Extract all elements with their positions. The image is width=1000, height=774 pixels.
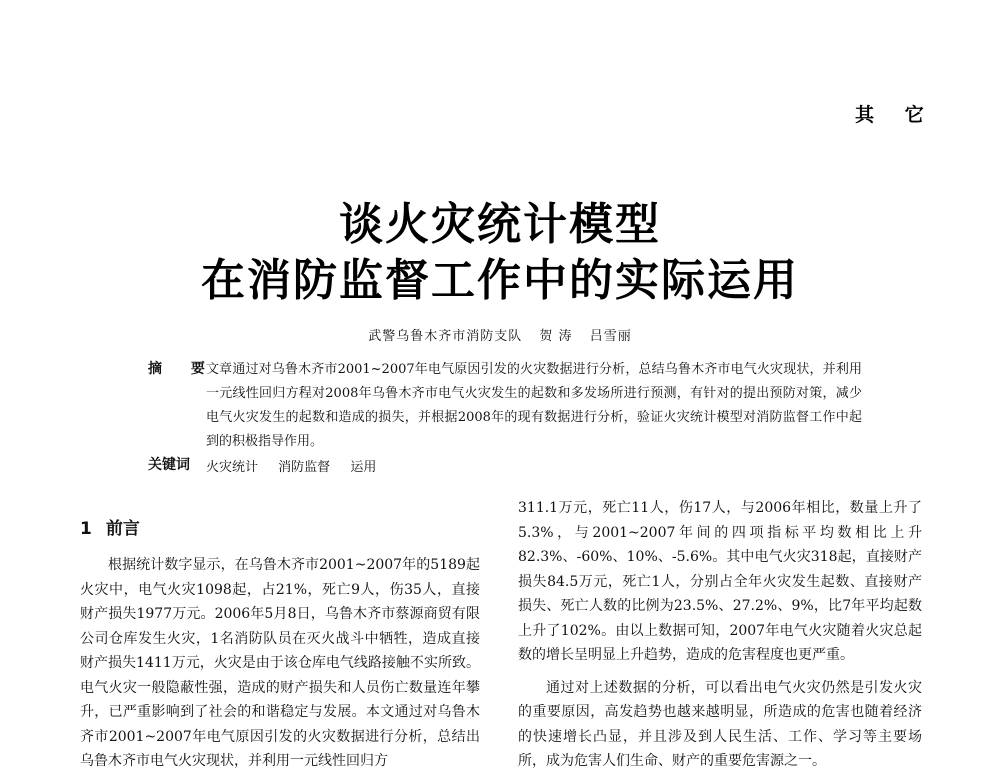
author-name: 吕雪丽 — [589, 329, 632, 344]
keywords-list — [206, 456, 392, 475]
section-number: 1 — [80, 519, 92, 539]
body-paragraph: 311.1万元，死亡11人，伤17人，与2006年相比，数量上升了5.3%，与2001~2007年间的四项指标平均数相比上升82.3%、-60%、10%、-5.6%。其中电气火灾318起，直接财产损失84.5万元，死亡1人，分别占全年火灾发生起数、直接财产损失、死亡人数的比例为23.5%、27.2%、9%，比7年平均起数上升了102%。由以上数据可知，2007年电气火灾随着火灾总起数的增长呈明显上升趋势，造成的危害程度也更严重。 — [518, 500, 922, 663]
byline — [0, 325, 1000, 344]
article-title-line-2: 在消防监督工作中的实际运用 — [201, 255, 799, 306]
abstract-label: 摘 要 — [148, 361, 217, 377]
article-title-line-1: 谈火灾统计模型 — [339, 199, 661, 250]
keyword: 运用 — [350, 460, 377, 475]
left-column — [80, 553, 480, 774]
section-heading — [80, 514, 140, 539]
right-column — [518, 496, 922, 774]
section-tag: 其 它 — [855, 104, 936, 126]
keyword: 火灾统计 — [206, 460, 259, 475]
author-name: 贺 涛 — [539, 329, 573, 344]
body-paragraph: 通过对上述数据的分析，可以看出电气火灾仍然是引发火灾的重要原因，高发趋势也越来越明显，所造成的危害也随着经济的快速增长凸显，并且涉及到人民生活、工作、学习等主要场所，成为危害人们生命、财产的重要危害源之一。 — [518, 679, 922, 769]
abstract-text: 文章通过对乌鲁木齐市2001~2007年电气原因引发的火灾数据进行分析，总结乌鲁木齐市电气火灾现状，并利用一元线性回归方程对2008年乌鲁木齐市电气火灾发生的起数和多发场所进行预测，有针对的提出预防对策，减少电气火灾发生的起数和造成的损失，并根据2008年的现有数据进行分析，验证火灾统计模型对消防监督工作中起到的积极指导作用。 — [206, 362, 862, 449]
keywords-label: 关键词 — [148, 457, 190, 473]
keyword: 消防监督 — [278, 460, 331, 475]
author-affiliation: 武警乌鲁木齐市消防支队 — [368, 329, 523, 344]
section-title: 前言 — [105, 519, 140, 539]
body-paragraph: 根据统计数字显示，在乌鲁木齐市2001~2007年的5189起火灾中，电气火灾1098起，占21%，死亡9人，伤35人，直接财产损失1977万元。2006年5月8日，乌鲁木齐市蔡源商贸有限公司仓库发生火灾，1名消防队员在灭火战斗中牺牲，造成直接财产损失1411万元，火灾是由于该仓库电气线路接触不实所致。电气火灾一般隐蔽性强，造成的财产损失和人员伤亡数量连年攀升，已严重影响到了社会的和谐稳定与发展。本文通过对乌鲁木齐市2001~2007年电气原因引发的火灾数据进行分析，总结出乌鲁木齐市电气火灾现状，并利用一元线性回归方 — [80, 557, 480, 769]
